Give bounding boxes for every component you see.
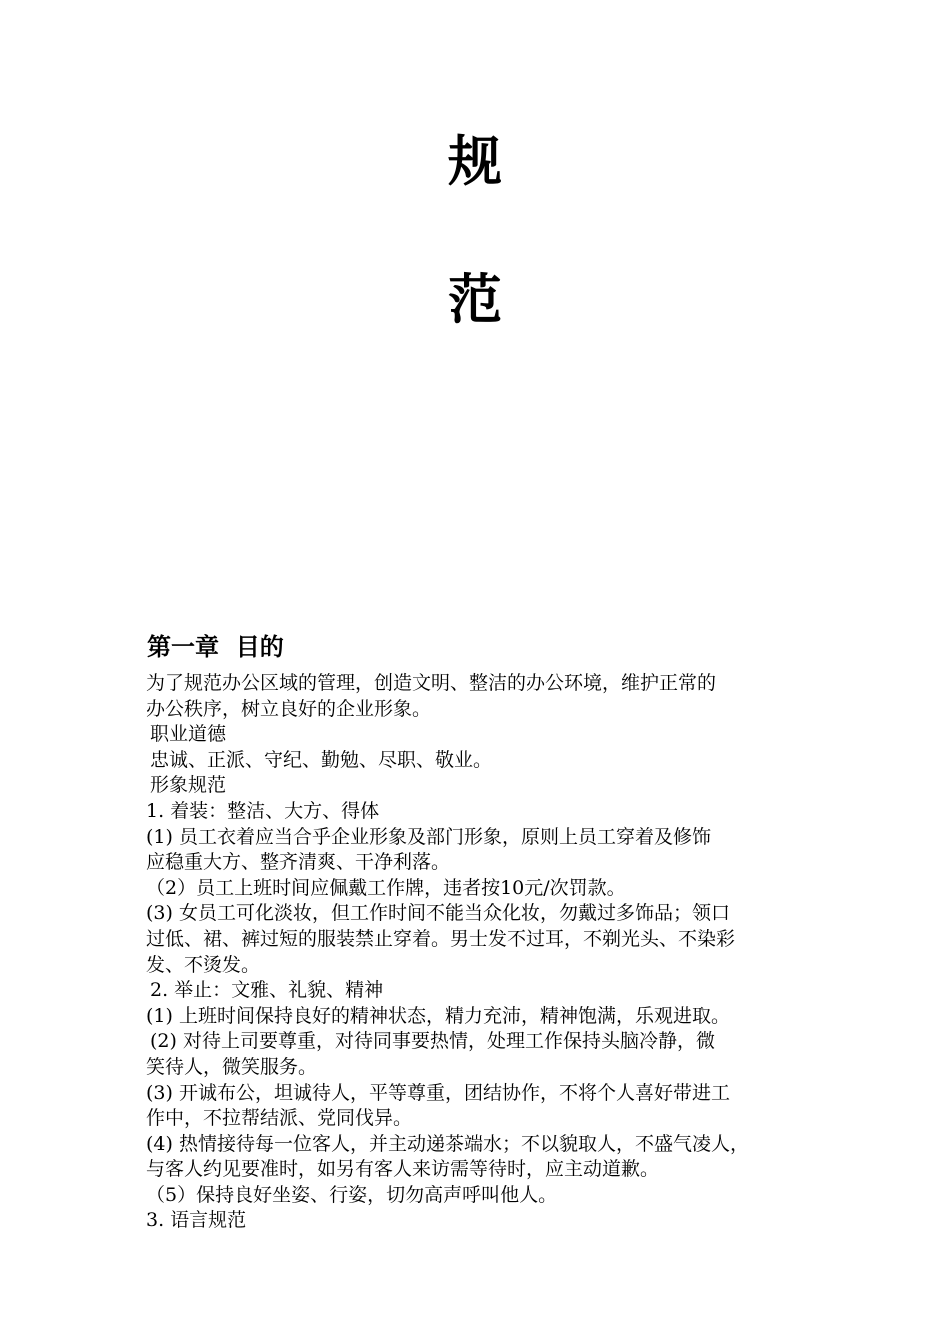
list-item: 2. 举止：文雅、礼貌、精神 bbox=[150, 979, 384, 1002]
paragraph-line: 为了规范办公区域的管理，创造文明、整洁的办公环境，维护正常的 bbox=[146, 672, 717, 694]
list-item: （2）员工上班时间应佩戴工作牌，违者按10元/次罚款。 bbox=[146, 876, 626, 899]
paragraph-line: 办公秩序，树立良好的企业形象。 bbox=[146, 697, 432, 720]
document-title-char-2: 范 bbox=[448, 268, 502, 331]
document-title-char-1: 规 bbox=[448, 130, 502, 193]
list-item: (1) 员工衣着应当合乎企业形象及部门形象，原则上员工穿着及修饰 bbox=[146, 825, 711, 848]
list-item: 过低、裙、裤过短的服装禁止穿着。男士发不过耳，不剃光头、不染彩 bbox=[146, 927, 736, 950]
body-text bbox=[146, 671, 826, 1234]
section-heading: 形象规范 bbox=[150, 774, 227, 797]
list-item: 作中，不拉帮结派、党同伐异。 bbox=[146, 1107, 413, 1130]
paragraph-line: 忠诚、正派、守纪、勤勉、尽职、敬业。 bbox=[150, 748, 493, 771]
list-item: (3) 开诚布公，坦诚待人，平等尊重，团结协作，不将个人喜好带进工 bbox=[146, 1081, 730, 1104]
chapter-heading: 第一章 目的 bbox=[147, 633, 284, 661]
section-heading: 职业道德 bbox=[150, 723, 227, 746]
list-item: (2) 对待上司要尊重，对待同事要热情，处理工作保持头脑冷静，微 bbox=[150, 1030, 715, 1053]
list-item: (3) 女员工可化淡妆，但工作时间不能当众化妆，勿戴过多饰品；领口 bbox=[146, 902, 730, 925]
list-item: (4) 热情接待每一位客人，并主动递茶端水；不以貌取人，不盛气凌人， bbox=[146, 1132, 749, 1155]
list-item: 笑待人，微笑服务。 bbox=[146, 1055, 318, 1078]
list-item: 发、不烫发。 bbox=[146, 953, 261, 976]
list-item: (1) 上班时间保持良好的精神状态，精力充沛，精神饱满，乐观进取。 bbox=[146, 1004, 730, 1027]
list-item: 与客人约见要准时，如另有客人来访需等待时，应主动道歉。 bbox=[146, 1158, 660, 1181]
list-item: 1. 着装：整洁、大方、得体 bbox=[146, 799, 380, 822]
list-item: （5）保持良好坐姿、行姿，切勿高声呼叫他人。 bbox=[146, 1183, 558, 1206]
list-item: 3. 语言规范 bbox=[146, 1209, 247, 1232]
list-item: 应稳重大方、整齐清爽、干净利落。 bbox=[146, 851, 451, 874]
